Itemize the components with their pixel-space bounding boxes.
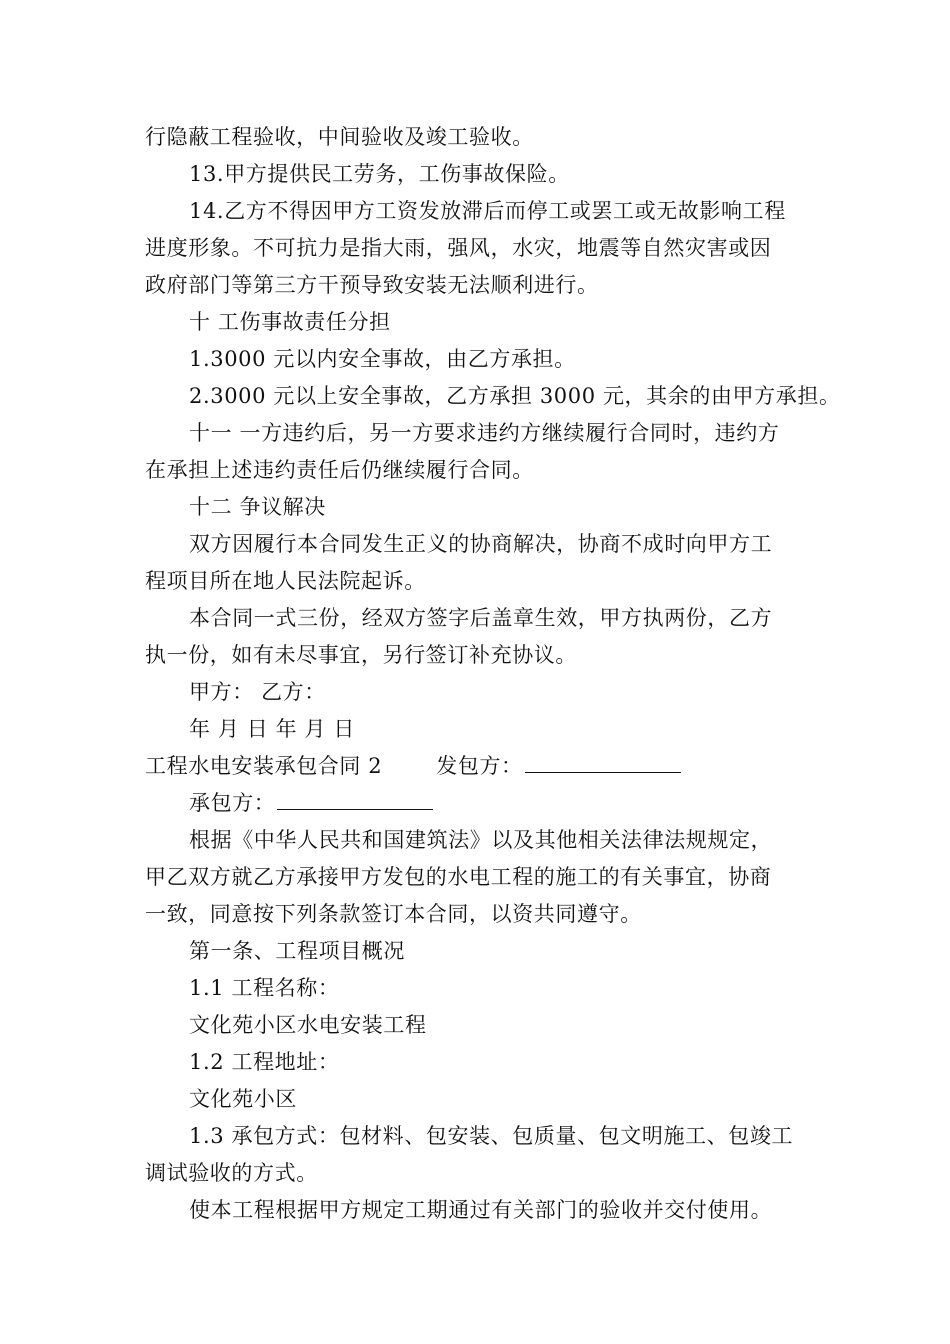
document-body	[145, 119, 841, 1229]
contractor-line	[145, 785, 815, 822]
contract2-header-line	[145, 748, 815, 785]
paragraph-line: 行隐蔽工程验收，中间验收及竣工验收。	[145, 125, 534, 149]
paragraph-line: 本合同一式三份，经双方签字后盖章生效，甲方执两份，乙方	[189, 606, 773, 630]
paragraph-line: 1.2 工程地址：	[189, 1050, 340, 1074]
paragraph-line: 执一份，如有未尽事宜，另行签订补充协议。	[145, 643, 577, 667]
signature-dates: 年 月 日 年 月 日	[189, 717, 355, 741]
paragraph-line: 在承担上述违约责任后仍继续履行合同。	[145, 458, 534, 482]
contractor-blank-field	[277, 785, 433, 810]
paragraph-line: 双方因履行本合同发生正义的协商解决，协商不成时向甲方工	[189, 532, 773, 556]
paragraph-line: 十一 一方违约后，另一方要求违约方继续履行合同时，违约方	[189, 421, 780, 445]
signature-parties: 甲方： 乙方：	[189, 680, 326, 704]
paragraph-line: 调试验收的方式。	[145, 1161, 318, 1185]
paragraph-line: 1.3000 元以内安全事故，由乙方承担。	[189, 347, 576, 371]
paragraph-line: 文化苑小区	[189, 1087, 297, 1111]
paragraph-line: 政府部门等第三方干预导致安装无法顺利进行。	[145, 273, 599, 297]
section-heading: 十 工伤事故责任分担	[189, 310, 391, 334]
paragraph-line: 14.乙方不得因甲方工资发放滞后而停工或罢工或无故影响工程	[189, 199, 786, 223]
contract2-title: 工程水电安装承包合同 2	[145, 754, 383, 778]
paragraph-line: 程项目所在地人民法院起诉。	[145, 569, 426, 593]
paragraph-line: 1.3 承包方式：包材料、包安装、包质量、包文明施工、包竣工	[189, 1124, 794, 1148]
paragraph-line: 一致，同意按下列条款签订本合同，以资共同遵守。	[145, 902, 642, 926]
paragraph-line: 2.3000 元以上安全事故，乙方承担 3000 元，其余的由甲方承担。	[189, 384, 841, 408]
section-heading: 十二 争议解决	[189, 495, 326, 519]
paragraph-line: 1.1 工程名称：	[189, 976, 340, 1000]
issuer-label: 发包方：	[436, 754, 523, 778]
paragraph-line: 根据《中华人民共和国建筑法》以及其他相关法律法规规定，	[189, 828, 773, 852]
paragraph-line: 进度形象。不可抗力是指大雨，强风，水灾，地震等自然灾害或因	[145, 236, 772, 260]
contractor-label: 承包方：	[189, 791, 276, 815]
issuer-blank-field	[525, 748, 681, 773]
paragraph-line: 甲乙双方就乙方承接甲方发包的水电工程的施工的有关事宜，协商	[145, 865, 772, 889]
paragraph-line: 文化苑小区水电安装工程	[189, 1013, 427, 1037]
section-heading: 第一条、工程项目概况	[189, 939, 405, 963]
paragraph-line: 使本工程根据甲方规定工期通过有关部门的验收并交付使用。	[189, 1198, 773, 1222]
paragraph-line: 13.甲方提供民工劳务，工伤事故保险。	[189, 162, 570, 186]
